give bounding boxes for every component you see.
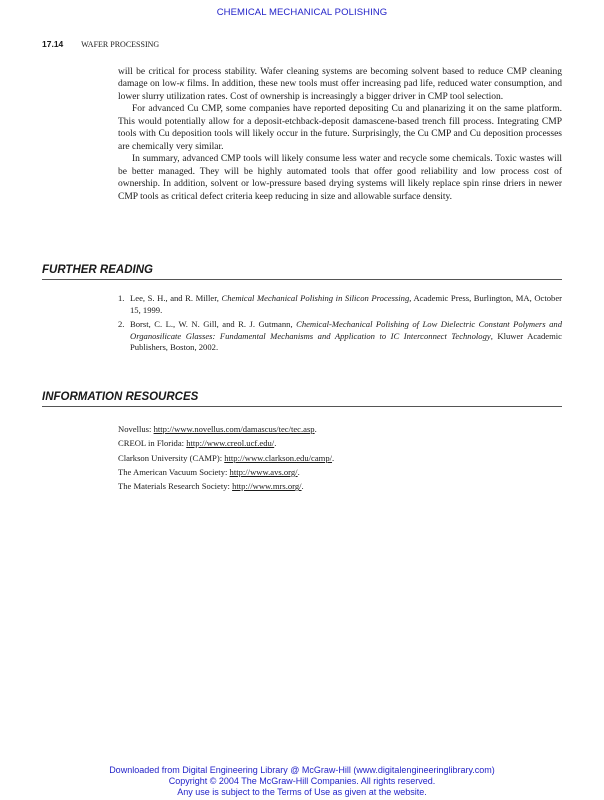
reference-title: Chemical Mechanical Polishing in Silicon Processing xyxy=(221,293,410,303)
footer xyxy=(0,765,604,797)
resource-link[interactable]: http://www.creol.ucf.edu/ xyxy=(186,438,275,449)
reference-authors: Borst, C. L., W. N. Gill, and R. J. Gutmann, xyxy=(130,319,297,330)
resource-label: Clarkson University (CAMP): xyxy=(118,452,225,463)
resource-link[interactable]: http://www.novellus.com/damascus/tec/tec.asp xyxy=(153,424,315,434)
running-head-section: WAFER PROCESSING xyxy=(81,40,160,49)
resource-item-creol xyxy=(118,436,562,450)
paragraph-2: For advanced Cu CMP, some companies have reported depositing Cu and planarizing it on the same platform. This would potentially allow for a deposit-etchback-deposit damascene-based trench fill process. Integrating CMP tools with Cu deposition tools will likely occur in the future. Surprisingly, the Cu CMP and Cu deposition processes are chemically very similar. xyxy=(118,104,562,152)
resource-label: CREOL in Florida: xyxy=(118,438,187,449)
resource-end: . xyxy=(274,438,277,449)
information-resources-heading: INFORMATION RESOURCES xyxy=(42,390,562,407)
chapter-banner: CHEMICAL MECHANICAL POLISHING xyxy=(216,7,388,18)
resource-end: . xyxy=(314,424,317,434)
paragraph-3: In summary, advanced CMP tools will likely consume less water and recycle some chemicals. Toxic wastes will be better managed. They will be highly automated tools that offer good reliability and low process cost of ownership. In addition, solvent or low-pressure based drying systems will likely replace spin rinse driers in newer CMP tools as critical defect criteria keep reducing in size and allowable surface density. xyxy=(118,154,562,202)
resource-item-mrs xyxy=(118,479,562,493)
resource-link[interactable]: http://www.mrs.org/ xyxy=(232,481,302,492)
resource-list xyxy=(118,422,562,493)
further-reading-heading: FURTHER READING xyxy=(42,263,562,280)
running-head xyxy=(42,39,159,49)
resource-link[interactable]: http://www.clarkson.edu/camp/ xyxy=(224,452,333,463)
page-number: 17.14 xyxy=(42,39,64,49)
reference-publisher: , Kluwer Academic Publishers, Boston, 2002. xyxy=(130,330,562,353)
reference-item xyxy=(118,293,562,316)
resource-end: . xyxy=(301,481,304,492)
paragraph-1-part-a: will be critical for process stability. Wafer cleaning systems are becoming solvent based to reduce CMP cleaning damage on low- xyxy=(118,67,562,90)
kappa-symbol: κ xyxy=(179,79,185,90)
resource-label: The American Vacuum Society: xyxy=(118,466,230,477)
resource-item-avs xyxy=(118,465,562,479)
resource-item-novellus xyxy=(118,422,562,436)
body-text xyxy=(118,66,562,203)
reference-number: 1. xyxy=(118,293,125,303)
resource-label: Novellus: xyxy=(118,424,154,434)
reference-title: Chemical-Mechanical Polishing of Low Dielectric Constant Polymers and Organosilicate Glasses: Fundamental Mechanisms and Application to IC Interconnect Technology xyxy=(130,319,562,341)
resource-item-clarkson xyxy=(118,451,562,465)
paragraph-1-part-b: films. In addition, these new tools must offer increasing pad life, reduced water consumption, and lower slurry utilization rates. Cost of ownership is increasingly a bigger driver in CMP tool selection. xyxy=(118,79,562,102)
footer-copyright-line: Copyright © 2004 The McGraw-Hill Companies. All rights reserved. xyxy=(168,775,436,786)
resource-link[interactable]: http://www.avs.org/ xyxy=(229,466,298,477)
reference-number: 2. xyxy=(118,319,125,330)
footer-download-line[interactable]: Downloaded from Digital Engineering Library @ McGraw-Hill (www.digitalengineeringlibrary.com) xyxy=(109,765,495,775)
resource-label: The Materials Research Society: xyxy=(118,481,233,492)
paragraph-1 xyxy=(118,66,562,103)
resource-end: . xyxy=(332,452,335,463)
resource-end: . xyxy=(297,466,300,477)
reference-publisher: , Academic Press, Burlington, MA, October 15, 1999. xyxy=(130,293,563,315)
reference-authors: Lee, S. H., and R. Miller, xyxy=(130,293,222,303)
reference-item xyxy=(118,319,562,354)
reference-list xyxy=(118,293,562,357)
footer-terms-line[interactable]: Any use is subject to the Terms of Use as given at the website. xyxy=(177,786,427,797)
